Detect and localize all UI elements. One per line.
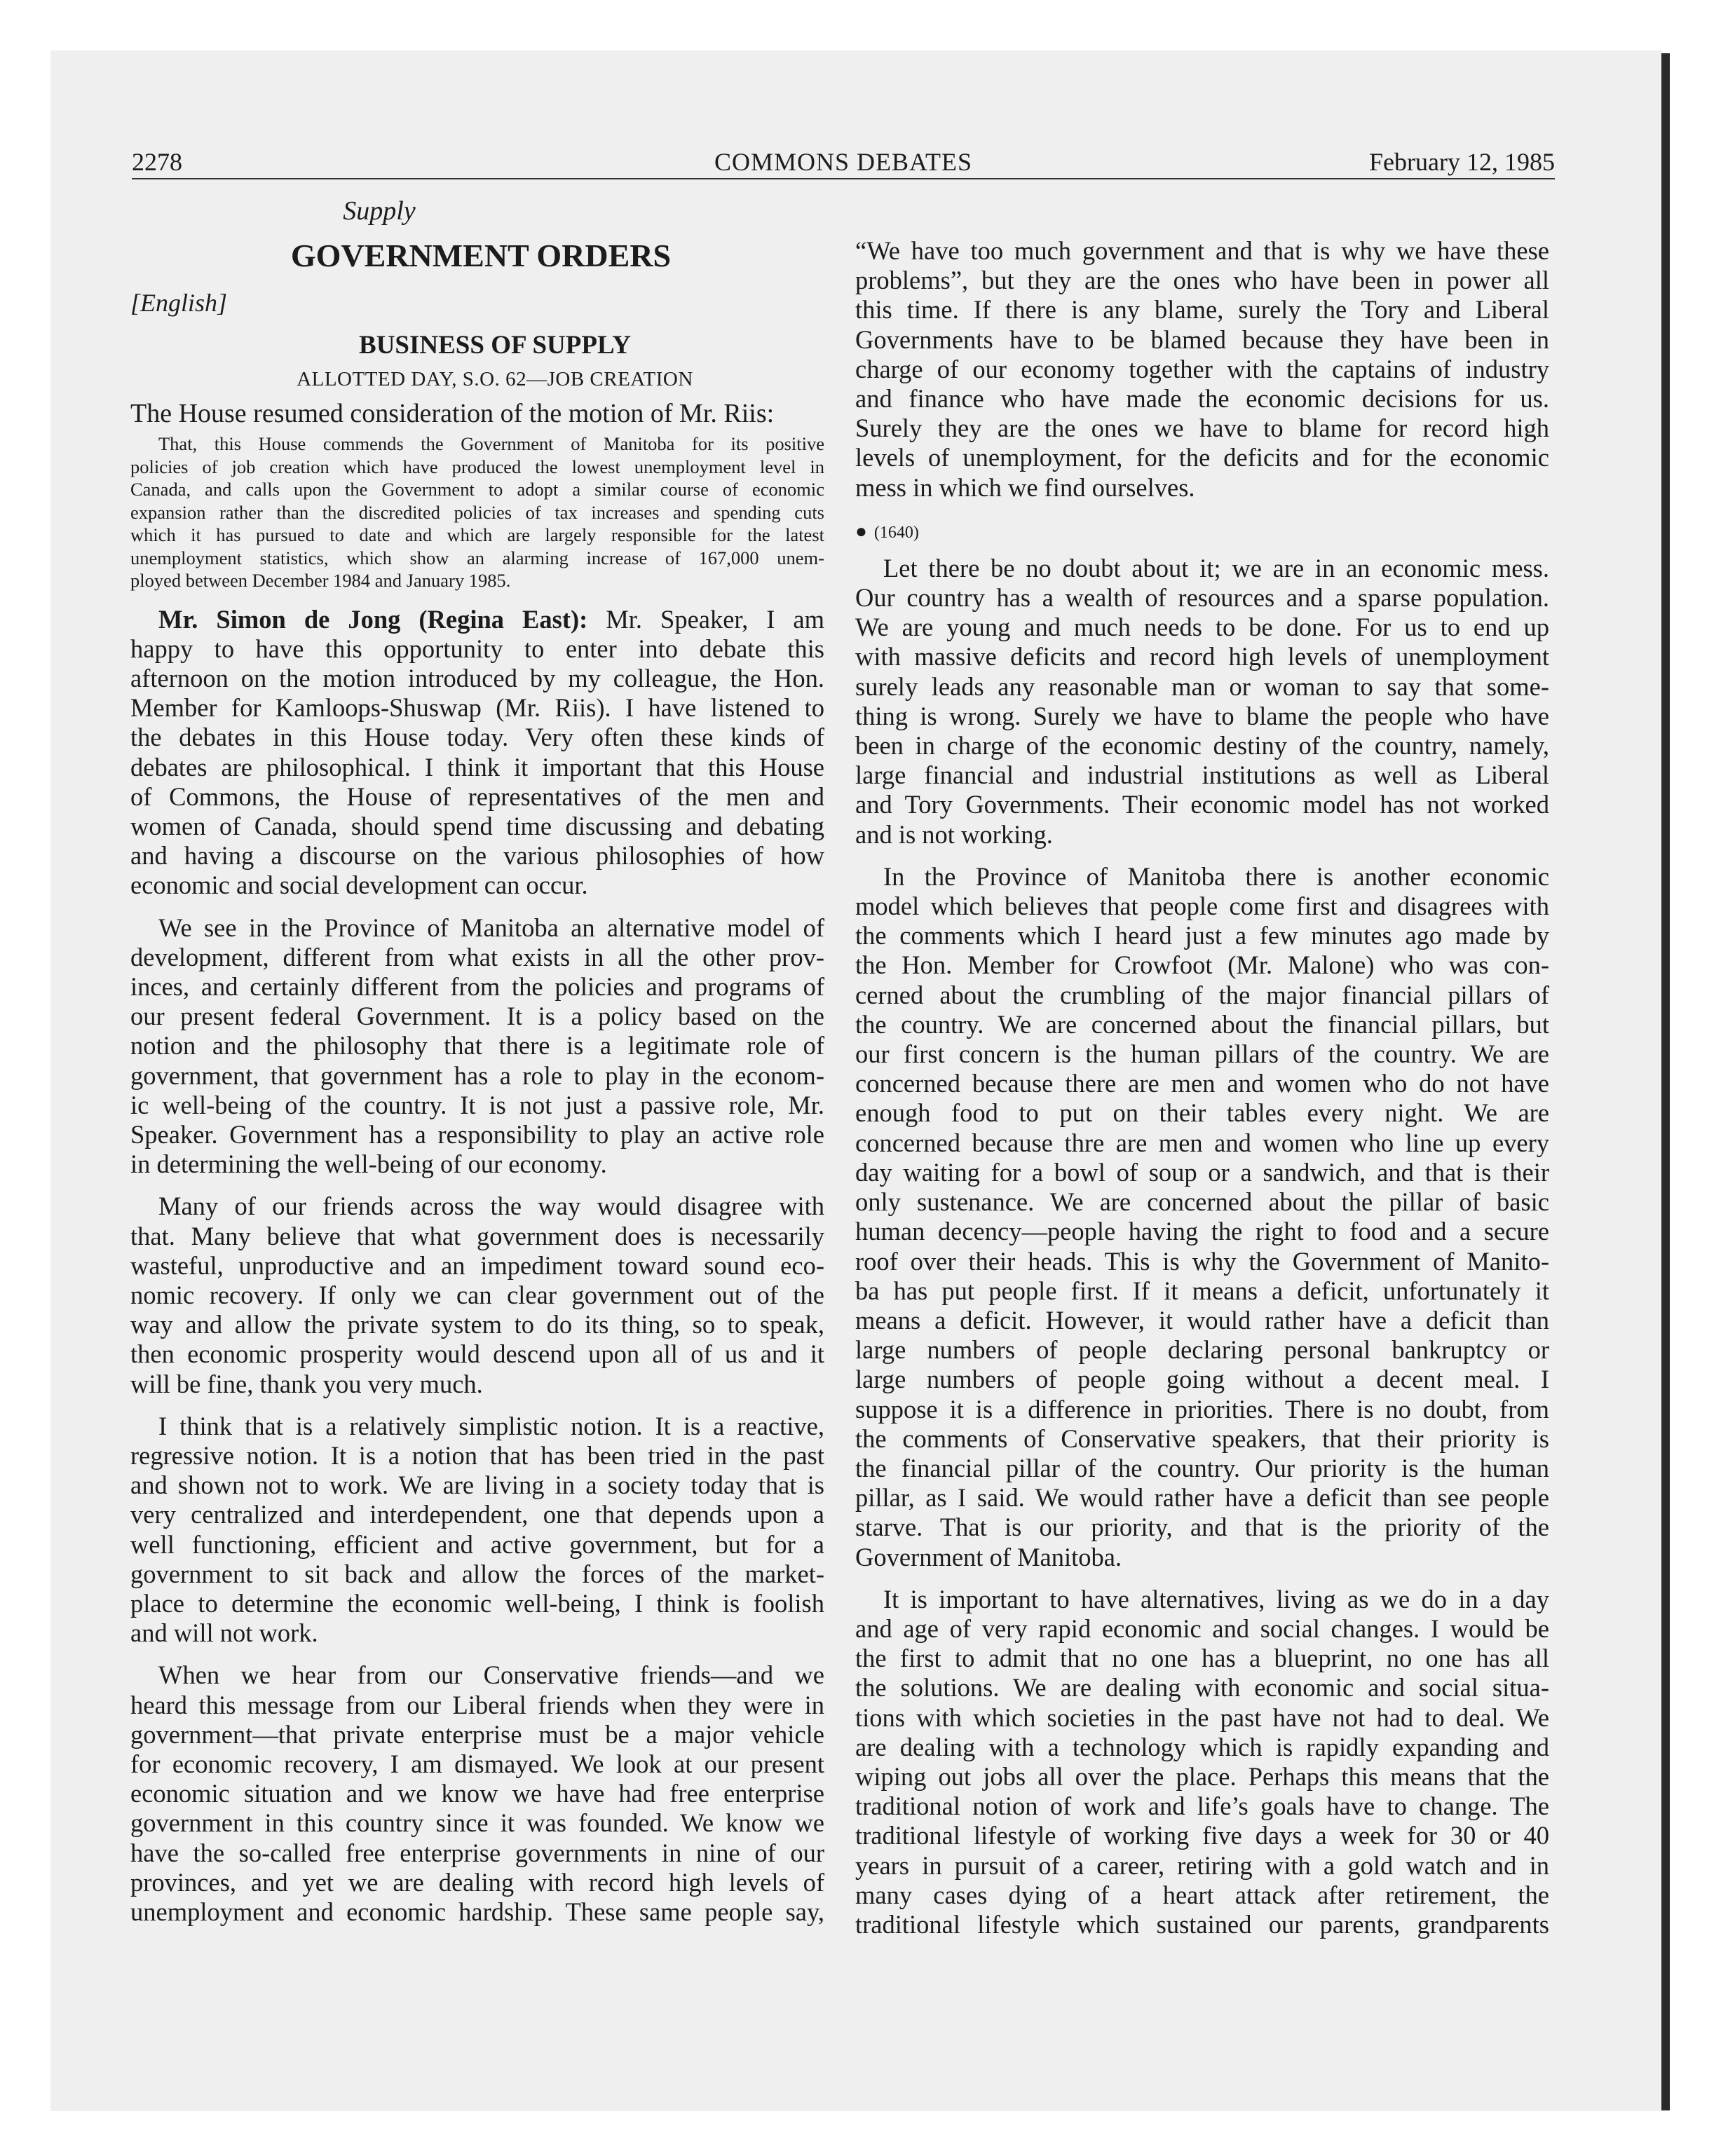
text-line: women of Canada, should spend time discussing and debating [130,811,824,840]
text-line: the debates in this House today. Very often these kinds of [130,723,824,752]
text-line: Speaker. Government has a responsibility to play an active role [130,1119,824,1149]
right-column [855,236,1549,1939]
text-line: large numbers of people going without a decent meal. I [855,1365,1549,1394]
text-line: We see in the Province of Manitoba an alternative model of [158,913,824,942]
text-line: In the Province of Manitoba there is another economic [883,861,1549,891]
text-line: very centralized and interdependent, one that depends upon a [130,1500,824,1529]
text-line: model which believes that people come first and disagrees with [855,892,1549,921]
text-line: government in this country since it was founded. We know we [130,1808,824,1838]
text-line: for economic recovery, I am dismayed. We look at our present [130,1749,824,1779]
business-heading: BUSINESS OF SUPPLY [359,331,631,360]
section-heading: GOVERNMENT ORDERS [290,238,672,273]
text-line: and shown not to work. We are living in a society today that is [130,1471,824,1500]
paragraph [130,1192,824,1398]
text-line: means a deficit. However, it would rather have a deficit than [855,1305,1549,1335]
text-line: We are young and much needs to be done. For us to end up [855,613,1549,642]
text-line: Mr. Simon de Jong (Regina East): Mr. Speaker, I am [158,604,825,634]
text-line: heard this message from our Liberal friends when they were in [130,1690,824,1719]
text-line: and will not work. [130,1618,318,1648]
text-line: wasteful, unproductive and an impediment toward sound eco- [130,1250,824,1280]
text-line: government, that government has a role to play in the econom- [130,1060,824,1090]
text-line: wiping out jobs all over the place. Perhaps this means that the [855,1761,1549,1791]
text-line: in determining the well-being of our economy. [130,1149,607,1179]
motion-line: ployed between December 1984 and January 1985. [130,570,511,591]
text-line: When we hear from our Conservative friends—and we [158,1660,824,1690]
motion-text [130,432,824,592]
text-line: Many of our friends across the way would disagree with [158,1192,824,1221]
text-line: the Hon. Member for Crowfoot (Mr. Malone) who was con- [855,950,1549,980]
motion-line: Canada, and calls upon the Government to adopt a similar course of economic [130,479,824,500]
text-line: Let there be no doubt about it; we are in an economic mess. [883,553,1549,582]
scan-edge-bar [1661,53,1670,2110]
text-line: many cases dying of a heart attack after retirement, the [855,1880,1549,1909]
text-line: pillar, as I said. We would rather have a deficit than see people [855,1483,1549,1513]
text-line: debates are philosophical. I think it important that this House [130,752,824,782]
motion-line: unemployment statistics, which show an alarming increase of 167,000 unem- [130,547,824,568]
text-line: the first to admit that no one has a blueprint, no one has all [855,1644,1549,1673]
text-line: and age of very rapid economic and social changes. I would be [855,1613,1549,1643]
text-line: afternoon on the motion introduced by my colleague, the Hon. [130,663,824,692]
text-line: concerned because there are men and women who do not have [855,1069,1549,1098]
text-line: inces, and certainly different from the policies and programs of [130,971,824,1001]
text-line: then economic prosperity would descend upon all of us and it [130,1339,824,1369]
text-line: government—that private enterprise must be a major vehicle [130,1719,824,1749]
text-line: this time. If there is any blame, surely the Tory and Liberal [855,295,1549,325]
text-line: will be fine, thank you very much. [130,1369,483,1398]
right-opening-paragraph [855,236,1549,503]
left-column [130,193,824,1927]
paragraph [855,554,1549,850]
text-line: tions with which societies in the past have not had to deal. We [855,1703,1549,1732]
resumed-statement: The House resumed consideration of the motion of Mr. Riis: [130,399,775,428]
text-line: large numbers of people declaring personal bankruptcy or [855,1335,1549,1365]
text-line: thing is wrong. Surely we have to blame the people who have [855,701,1549,730]
text-line: ic well-being of the country. It is not just a passive role, Mr. [130,1090,824,1119]
text-line: well functioning, efficient and active government, but for a [130,1529,824,1559]
text-line: the financial pillar of the country. Our priority is the human [855,1453,1549,1482]
text-line: mess in which we find ourselves. [855,472,1195,502]
text-line: I think that is a relatively simplistic notion. It is a reactive, [158,1411,824,1440]
text-line: levels of unemployment, for the deficits and for the economic [855,443,1549,472]
text-line: ba has put people first. If it means a deficit, unfortunately it [855,1276,1549,1305]
text-line: and finance who have made the economic decisions for us. [855,384,1549,414]
text-line: development, different from what exists in all the other prov- [130,942,824,971]
page-number: 2278 [132,148,182,176]
text-line: cerned about the crumbling of the major financial pillars of [855,980,1549,1009]
text-line: been in charge of the economic destiny of the country, namely, [855,731,1549,760]
paragraph [855,1585,1549,1939]
text-line: government to sit back and allow the forces of the market- [130,1559,824,1588]
text-line: provinces, and yet we are dealing with record high levels of [130,1867,824,1897]
text-line: the country. We are concerned about the financial pillars, but [855,1009,1549,1039]
bullet-icon: ● [855,520,867,543]
text-line: It is important to have alternatives, living as we do in a day [883,1584,1549,1613]
text-line: large financial and industrial institutions as well as Liberal [855,760,1549,790]
text-line: and is not working. [855,819,1053,849]
text-line: enough food to put on their tables every night. We are [855,1098,1549,1128]
right-paragraphs [855,554,1549,1939]
text-line: problems”, but they are the ones who have been in power all [855,266,1549,295]
text-line: unemployment and economic hardship. These same people say, [130,1897,824,1927]
text-line: way and allow the private system to do its thing, so to speak, [130,1310,824,1339]
text-line: roof over their heads. This is why the Government of Manito- [855,1246,1549,1276]
text-line: suppose it is a difference in priorities. There is no doubt, from [855,1394,1549,1424]
text-line: nomic recovery. If only we can clear government out of the [130,1280,824,1309]
motion-line: expansion rather than the discredited policies of tax increases and spending cuts [130,501,824,523]
text-line: starve. That is our priority, and that is the priority of the [855,1513,1549,1542]
text-line: charge of our economy together with the captains of industry [855,354,1549,383]
motion-line: which it has pursued to date and which are largely responsible for the latest [130,524,824,545]
text-line: happy to have this opportunity to enter into debate this [130,634,824,663]
text-line: and having a discourse on the various philosophies of how [130,841,824,871]
text-line: day waiting for a bowl of soup or a sandwich, and that is their [855,1157,1549,1187]
page-header [132,146,1555,178]
text-line: human decency—people having the right to food and a secure [855,1217,1549,1246]
text-line: only sustenance. We are concerned about the pillar of basic [855,1187,1549,1217]
text-line: that. Many believe that what government does is necessarily [130,1221,824,1250]
publication-title: COMMONS DEBATES [714,148,973,176]
paragraph [130,1412,824,1649]
speaker-name: Mr. Simon de Jong (Regina East): [158,604,588,634]
left-paragraphs [130,605,824,1928]
text-line: place to determine the economic well-being, I think is foolish [130,1589,824,1618]
text-line: economic situation and we know we have had free enterprise [130,1779,824,1808]
text-line: the solutions. We are dealing with economic and social situa- [855,1673,1549,1703]
text-line: Governments have to be blamed because they have been in [855,325,1549,354]
paragraph [855,862,1549,1572]
header-rule [132,178,1555,179]
paragraph [130,605,824,901]
supply-heading: Supply [343,196,416,226]
text-line: are dealing with a technology which is rapidly expanding and [855,1732,1549,1761]
text-line: concerned because thre are men and women who line up every [855,1128,1549,1157]
time-marker-label: (1640) [873,523,919,542]
text-line: the comments which I heard just a few minutes ago made by [855,921,1549,950]
text-line: regressive notion. It is a notion that has been tried in the past [130,1440,824,1470]
text-line: “We have too much government and that is why we have these [855,236,1549,265]
text-line: our first concern is the human pillars of the country. We are [855,1039,1549,1069]
text-line: of Commons, the House of representatives of the men and [130,782,824,811]
text-line: Member for Kamloops-Shuswap (Mr. Riis). I have listened to [130,693,824,723]
text-line: years in pursuit of a career, retiring with a gold watch and in [855,1850,1549,1880]
motion-line: That, this House commends the Government of Manitoba for its positive [158,433,824,454]
text-line: Surely they are the ones we have to blame for record high [855,414,1549,443]
allotted-day-heading: ALLOTTED DAY, S.O. 62—JOB CREATION [297,368,693,390]
paragraph [130,913,824,1180]
text-line: traditional notion of work and life’s goals have to change. The [855,1792,1549,1821]
paragraph [130,1660,824,1927]
text-line: Government of Manitoba. [855,1542,1122,1571]
text-line: and Tory Governments. Their economic model has not worked [855,790,1549,819]
text-line: notion and the philosophy that there is a legitimate role of [130,1031,824,1060]
motion-line: policies of job creation which have produced the lowest unemployment level in [130,456,824,477]
text-line: Our country has a wealth of resources and a sparse population. [855,583,1549,613]
text-line: surely leads any reasonable man or woman to say that some- [855,671,1549,701]
text-line: economic and social development can occur. [130,871,588,900]
text-line: have the so-called free enterprise governments in nine of our [130,1838,824,1867]
language-tag: [English] [130,289,228,317]
text-line: the comments of Conservative speakers, that their priority is [855,1424,1549,1453]
header-date: February 12, 1985 [1369,148,1555,176]
text-line: traditional lifestyle of working five days a week for 30 or 40 [855,1821,1549,1850]
text-line: our present federal Government. It is a policy based on the [130,1002,824,1031]
time-marker [855,518,1549,547]
text-line: traditional lifestyle which sustained our parents, grandparents [855,1909,1549,1939]
text-line: with massive deficits and record high levels of unemployment [855,642,1549,671]
